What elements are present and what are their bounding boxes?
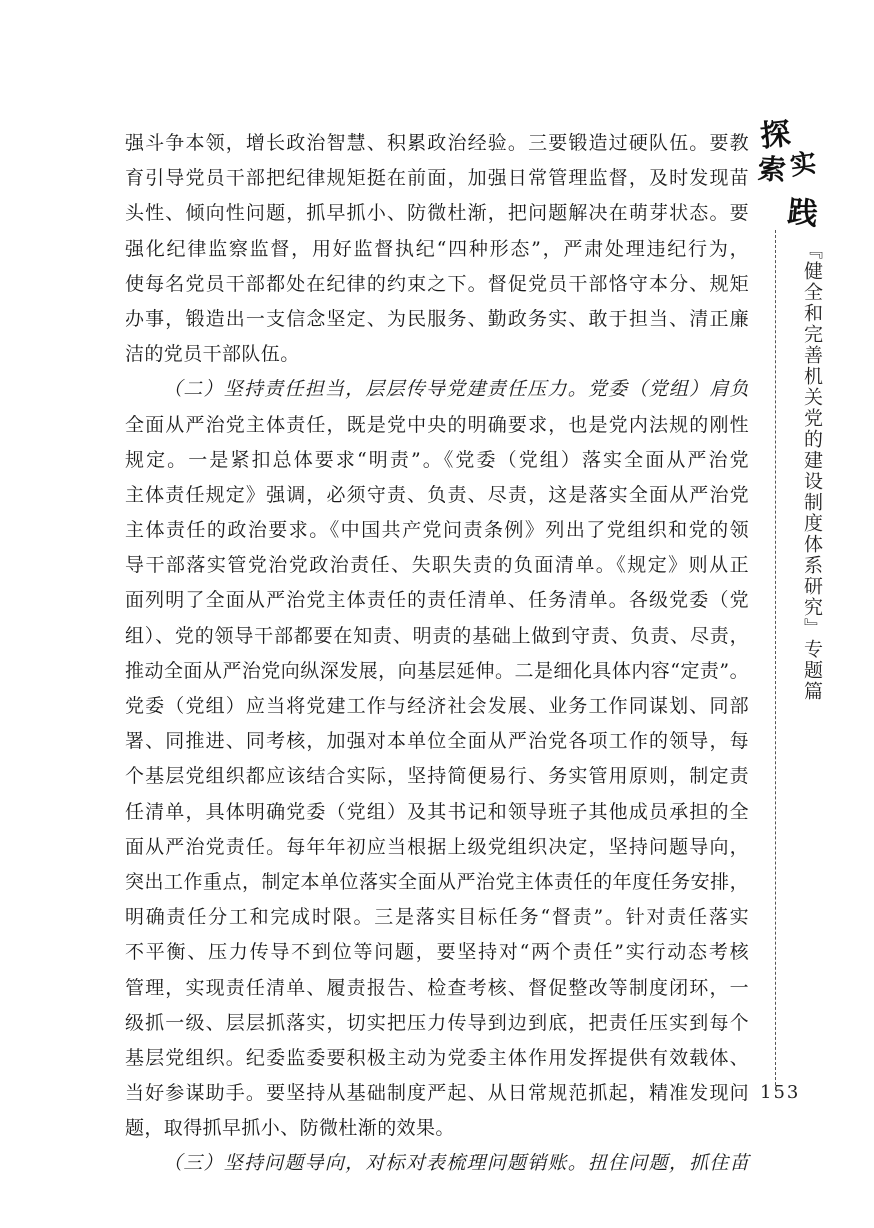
text-line: 任清单，具体明确党委（党组）及其书记和领导班子其他成员承担的全 — [125, 800, 749, 823]
text-line: 面从严治党责任。每年年初应当根据上级党组织决定，坚持问题导向， — [125, 835, 749, 858]
logo-char: 践 — [785, 194, 820, 233]
text-line: 主体责任的政治要求。《中国共产党问责条例》列出了党组织和党的领 — [125, 519, 749, 542]
text-line: 头性、倾向性问题，抓早抓小、防微杜渐，把问题解决在萌芽状态。要 — [125, 202, 749, 225]
text-line: 主体责任规定》强调，必须守责、负责、尽责，这是落实全面从严治党 — [125, 483, 749, 506]
text-line: 育引导党员干部把纪律规矩挺在前面，加强日常管理监督，及时发现苗 — [125, 167, 749, 190]
logo-char: 实 — [788, 148, 819, 182]
section-heading-line: （二）坚持责任担当，层层传导党建责任压力。党委（党组）肩负 — [163, 378, 749, 401]
text-line: 党委（党组）应当将党建工作与经济社会发展、业务工作同谋划、同部 — [125, 695, 749, 717]
text-line: 管理，实现责任清单、履责报告、检查考核、督促整改等制度闭环，一 — [125, 976, 749, 999]
text-line: 办事，锻造出一支信念坚定、为民服务、勤政务实、敢于担当、清正廉 — [125, 307, 749, 330]
text-line: 基层党组织。纪委监委要积极主动为党委主体作用发挥提供有效载体、 — [125, 1046, 749, 1069]
text-line: 不平衡、压力传导不到位等问题，要坚持对“两个责任”实行动态考核 — [125, 941, 749, 964]
text-line: 面列明了全面从严治党主体责任的责任清单、任务清单。各级党委（党 — [125, 589, 749, 612]
text-line: 洁的党员干部队伍。 — [125, 343, 300, 366]
text-line: 明确责任分工和完成时限。三是落实目标任务“督责”。针对责任落实 — [125, 906, 749, 929]
text-line: 推动全面从严治党向纵深发展，向基层延伸。二是细化具体内容“定责”。 — [125, 659, 749, 682]
text-line: 当好参谋助手。要坚持从基础制度严起、从日常规范抓起，精准发现问 — [125, 1082, 749, 1105]
section-title: 『健全和完善机关党的建设制度体系研究』专题篇 — [801, 240, 823, 702]
section-heading-line: （三）坚持问题导向，对标对表梳理问题销账。扭住问题，抓住苗 — [163, 1152, 749, 1175]
text-line: 组）、党的领导干部都要在知责、明责的基础上做到守责、负责、尽责， — [125, 624, 749, 647]
dashed-divider — [775, 230, 776, 1090]
text-line: 强化纪律监察监督，用好监督执纪“四种形态”，严肃处理违纪行为， — [125, 237, 749, 260]
text-line: 个基层党组织都应该结合实际，坚持简便易行、务实管用原则，制定责 — [125, 765, 749, 788]
logo-char: 索 — [756, 152, 788, 187]
text-line: 规定。一是紧扣总体要求“明责”。《党委（党组）落实全面从严治党 — [125, 448, 749, 471]
text-line: 强斗争本领，增长政治智慧、积累政治经验。三要锻造过硬队伍。要教 — [125, 132, 749, 154]
text-line: 级抓一级、层层抓落实，切实把压力传导到边到底，把责任压实到每个 — [125, 1011, 749, 1034]
sidebar — [758, 110, 828, 1110]
text-line: 题，取得抓早抓小、防微杜渐的效果。 — [125, 1117, 455, 1140]
text-line: 使每名党员干部都处在纪律的约束之下。督促党员干部恪守本分、规矩 — [125, 272, 749, 295]
logo-char: 探 — [758, 116, 793, 155]
body-text — [125, 126, 749, 1182]
calligraphy-logo — [756, 110, 828, 233]
text-line: 署、同推进、同考核，加强对本单位全面从严治党各项工作的领导，每 — [125, 730, 749, 753]
text-line: 导干部落实管党治党政治责任、失职失责的负面清单。《规定》则从正 — [125, 554, 749, 577]
text-line: 全面从严治党主体责任，既是党中央的明确要求，也是党内法规的刚性 — [125, 413, 749, 436]
page-number: 153 — [760, 1082, 801, 1103]
text-line: 突出工作重点，制定本单位落实全面从严治党主体责任的年度任务安排， — [125, 870, 749, 893]
